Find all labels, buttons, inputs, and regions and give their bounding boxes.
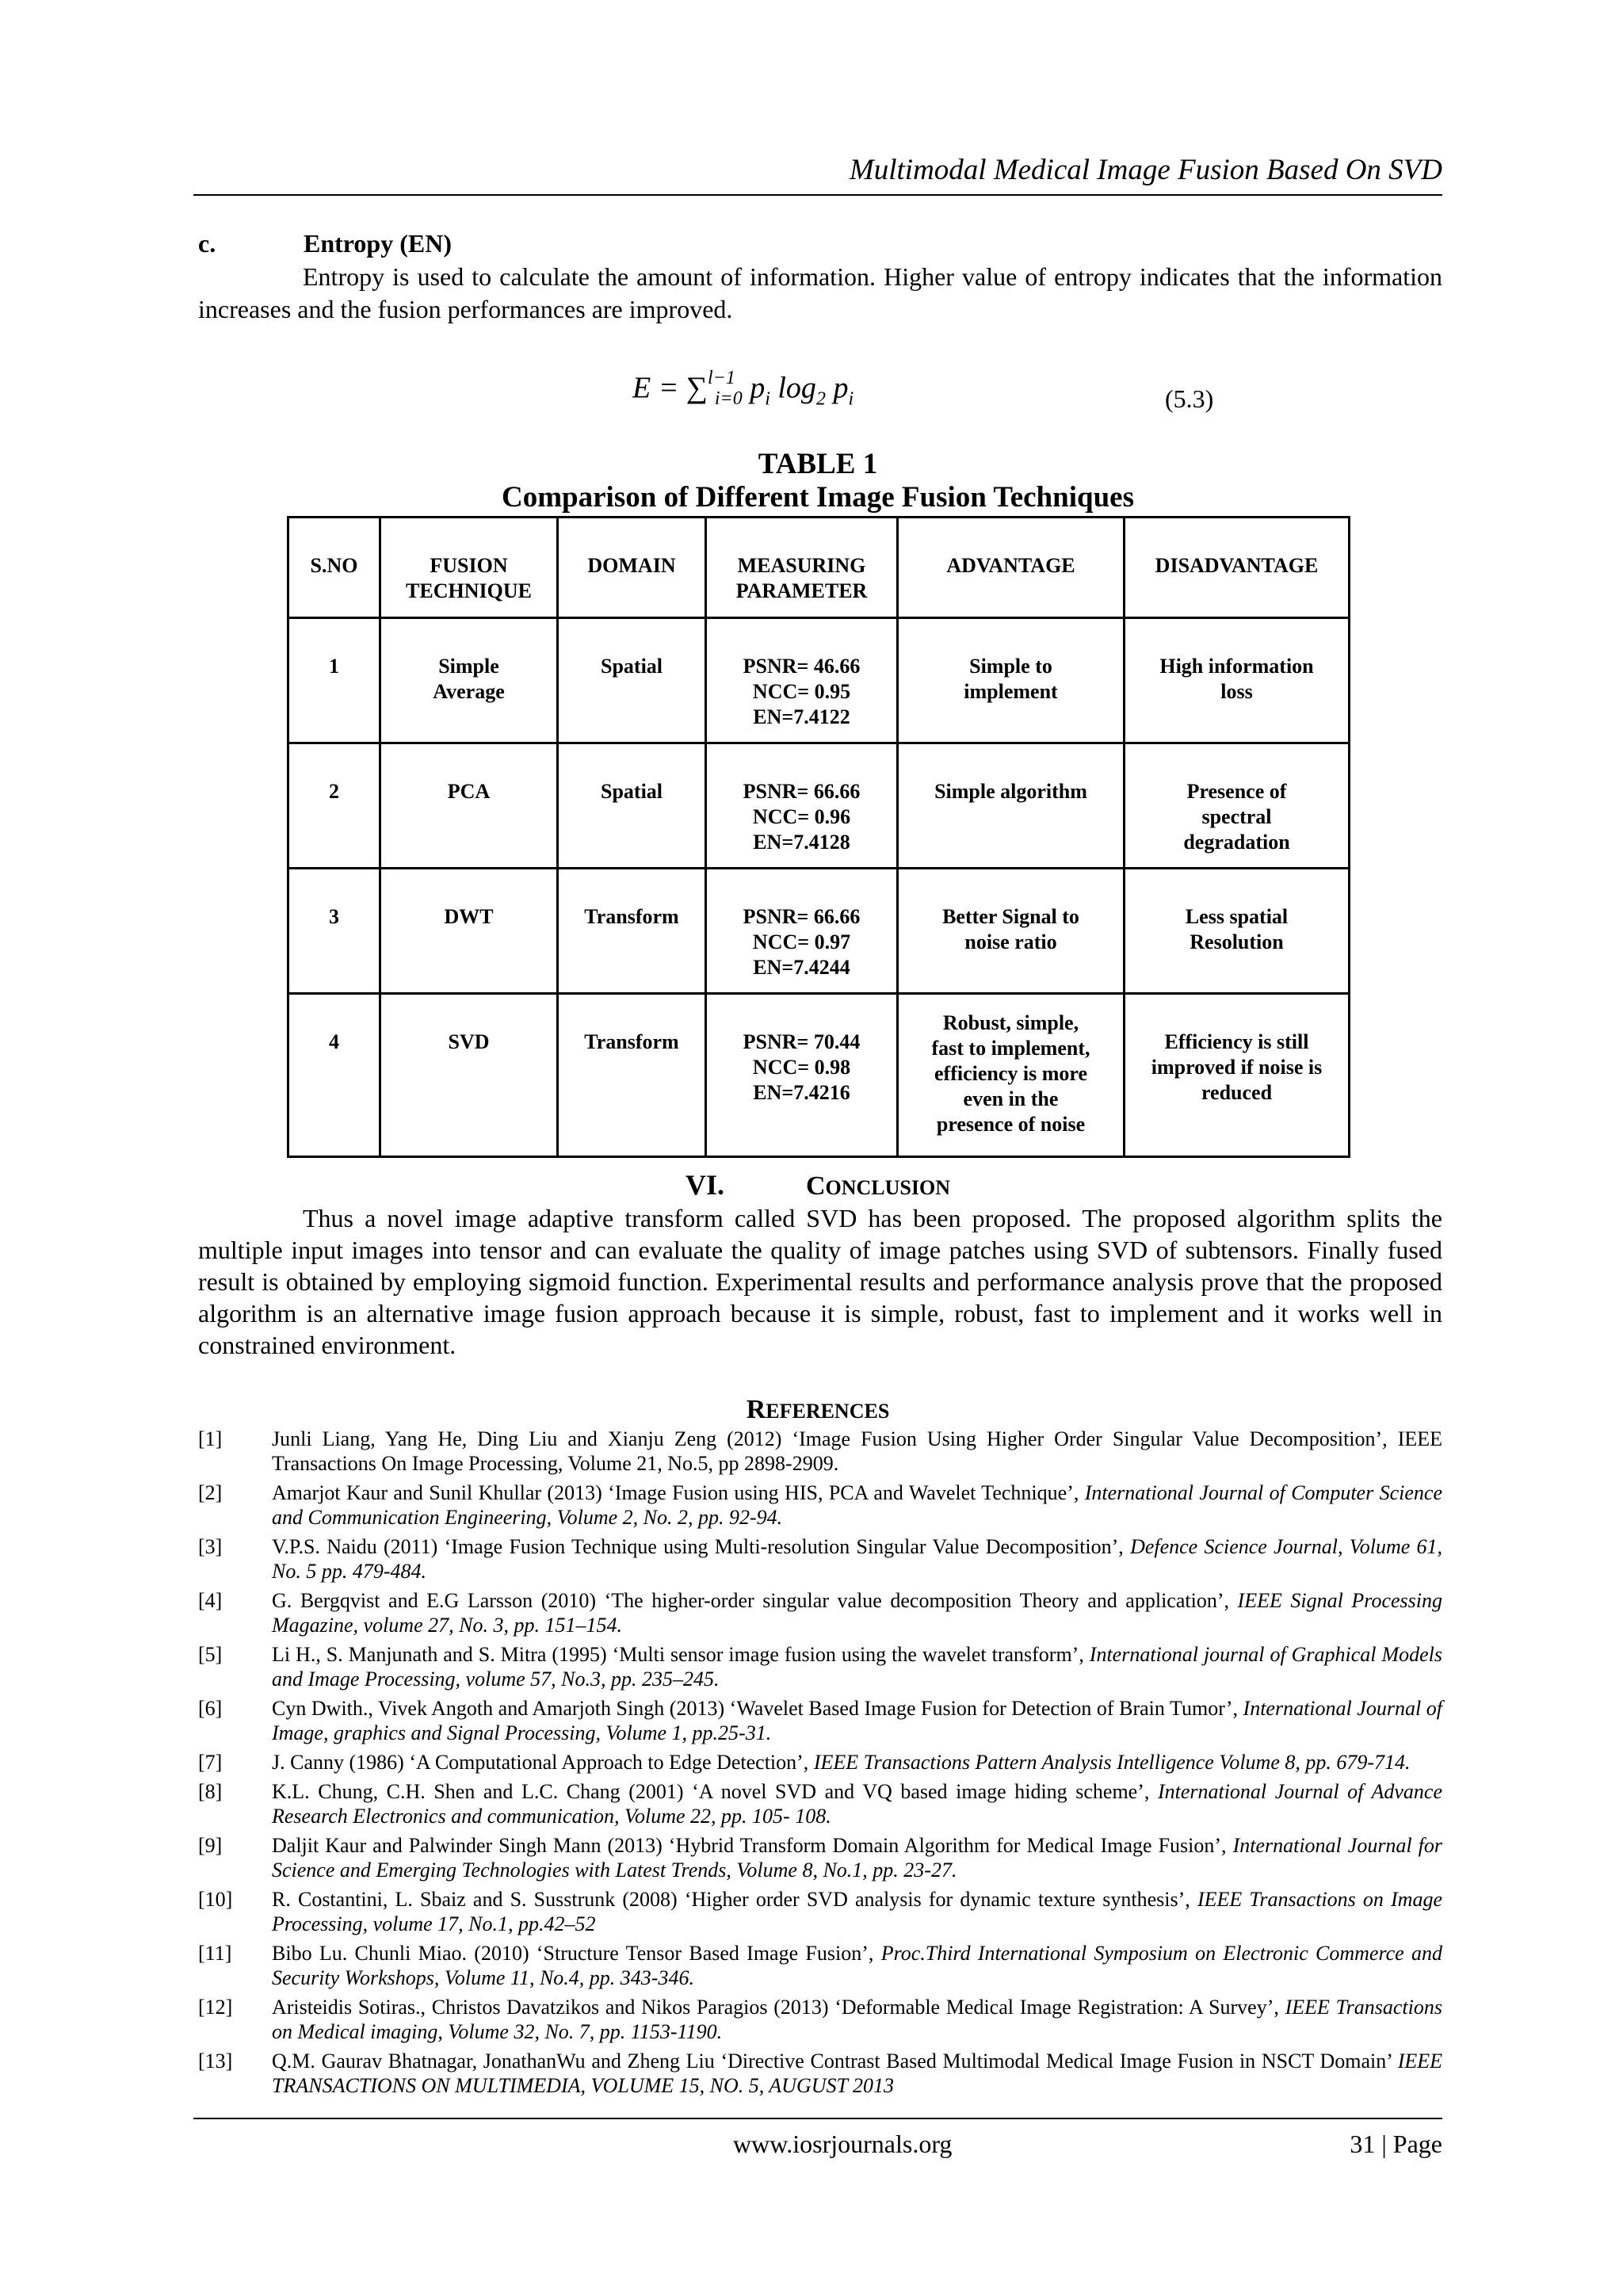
table-cell: Spatial — [558, 743, 706, 869]
entropy-label: c. — [198, 229, 216, 258]
table-cell: PSNR= 66.66 NCC= 0.97 EN=7.4244 — [706, 869, 898, 994]
reference-item: [9] Daljit Kaur and Palwinder Singh Mann (2013) ‘Hybrid Transform Domain Algorithm for Medical Image Fusion’, International Journal for Science and Emerging Technologies with Latest Trends, Volume 8, No.1, pp. 23-27. — [198, 1834, 1442, 1881]
conclusion-paragraph: Thus a novel image adaptive transform called SVD has been proposed. The proposed algorithm splits the multiple input images into tensor and can evaluate the quality of image patches using SVD of subtensors. Finally fused result is obtained by employing sigmoid function. Experimental results and performance analysis prove that the proposed algorithm is an alternative image fusion approach because it is simple, robust, fast to implement and it works well in constrained environment. — [198, 1204, 1442, 1359]
table-cell: 3 — [288, 869, 380, 994]
table-cell: 2 — [288, 743, 380, 869]
footer-url: www.iosrjournals.org — [733, 2130, 953, 2158]
reference-item: [2] Amarjot Kaur and Sunil Khullar (2013) ‘Image Fusion using HIS, PCA and Wavelet Technique’, International Journal of Computer Science and Communication Engineering, Volume 2, No. 2, pp. 92-94. — [198, 1481, 1442, 1529]
entropy-title: Entropy (EN) — [304, 229, 452, 258]
reference-item: [10] R. Costantini, L. Sbaiz and S. Susstrunk (2008) ‘Higher order SVD analysis for dynamic texture synthesis’, IEEE Transactions on Image Processing, volume 17, No.1, pp.42–52 — [198, 1888, 1443, 1935]
table-cell: PSNR= 66.66 NCC= 0.96 EN=7.4128 — [706, 743, 898, 869]
entropy-heading — [198, 227, 1434, 259]
table-cell: ADVANTAGE — [898, 518, 1125, 618]
footer-rule — [193, 2118, 1442, 2119]
table-caption: Comparison of Different Image Fusion Techniques — [502, 481, 1134, 514]
reference-item: [4] G. Bergqvist and E.G Larsson (2010) ‘The higher-order singular value decomposition Theory and application’, IEEE Signal Processing Magazine, volume 27, No. 3, pp. 151–154. — [198, 1589, 1442, 1637]
reference-item: [12] Aristeidis Sotiras., Christos Davatzikos and Nikos Paragios (2013) ‘Deformable Medical Image Registration: A Survey’, IEEE Transactions on Medical imaging, Volume 32, No. 7, pp. 1153-1190. — [198, 1996, 1443, 2043]
entropy-equation: E = ∑$^{l-1}_{i=0}$ $p_i$ $\log_2 p_i$ — [632, 368, 854, 410]
reference-item: [3] V.P.S. Naidu (2011) ‘Image Fusion Technique using Multi-resolution Singular Value Decomposition’, Defence Science Journal, Volume 61, No. 5 pp. 479-484. — [198, 1535, 1443, 1583]
table-cell: PSNR= 46.66 NCC= 0.95 EN=7.4122 — [706, 618, 898, 743]
comparison-table — [287, 516, 1350, 1158]
references-heading: REFERENCES — [746, 1395, 890, 1424]
reference-item: [8] K.L. Chung, C.H. Shen and L.C. Chang (2001) ‘A novel SVD and VQ based image hiding scheme’, International Journal of Advance Research Electronics and communication, Volume 22, pp. 105- 108. — [198, 1780, 1442, 1828]
reference-list — [198, 1427, 1442, 2103]
table-row — [288, 869, 1350, 994]
table-row — [288, 618, 1350, 743]
table-cell: Simple Average — [380, 618, 558, 743]
table-cell: High information loss — [1125, 618, 1350, 743]
equation-number: (5.3) — [1165, 384, 1214, 413]
table-cell: Simple algorithm — [898, 743, 1125, 869]
table-cell: DWT — [380, 869, 558, 994]
reference-item: [1] Junli Liang, Yang He, Ding Liu and Xianju Zeng (2012) ‘Image Fusion Using Higher Order Singular Value Decomposition’, IEEE Transactions On Image Processing, Volume 21, No.5, pp 2898-2909. — [198, 1427, 1442, 1475]
header-rule — [193, 194, 1442, 196]
table-cell: FUSION TECHNIQUE — [380, 518, 558, 618]
table-cell: PCA — [380, 743, 558, 869]
table-cell: S.NO — [288, 518, 380, 618]
table-cell: DISADVANTAGE — [1125, 518, 1350, 618]
table-cell: Transform — [558, 994, 706, 1157]
entropy-paragraph: Entropy is used to calculate the amount of information. Higher value of entropy indicates that the information increases and the fusion performances are improved. — [198, 262, 1442, 323]
table-cell: 4 — [288, 994, 380, 1157]
table-number: TABLE 1 — [758, 448, 878, 480]
table-row — [288, 518, 1350, 618]
page-number: 31 | Page — [1350, 2130, 1442, 2158]
table-cell: Robust, simple, fast to implement, efficiency is more even in the presence of noise — [898, 994, 1125, 1157]
reference-item: [11] Bibo Lu. Chunli Miao. (2010) ‘Structure Tensor Based Image Fusion’, Proc.Third International Symposium on Electronic Commerce and Security Workshops, Volume 11, No.4, pp. 343-346. — [198, 1942, 1442, 1989]
table-row — [288, 994, 1350, 1157]
table-cell: SVD — [380, 994, 558, 1157]
table-cell: Transform — [558, 869, 706, 994]
table-cell: Presence of spectral degradation — [1125, 743, 1350, 869]
table-cell: Simple to implement — [898, 618, 1125, 743]
reference-item: [13] Q.M. Gaurav Bhatnagar, JonathanWu and Zheng Liu ‘Directive Contrast Based Multimodal Medical Image Fusion in NSCT Domain’ IEEE TRANSACTIONS ON MULTIMEDIA, VOLUME 15, NO. 5, AUGUST 2013 — [198, 2050, 1442, 2097]
table-cell: DOMAIN — [558, 518, 706, 618]
reference-item: [5] Li H., S. Manjunath and S. Mitra (1995) ‘Multi sensor image fusion using the wavelet transform’, International journal of Graphical Models and Image Processing, volume 57, No.3, pp. 235–245. — [198, 1643, 1442, 1690]
reference-item: [6] Cyn Dwith., Vivek Angoth and Amarjoth Singh (2013) ‘Wavelet Based Image Fusion for Detection of Brain Tumor’, International Journal of Image, graphics and Signal Processing, Volume 1, pp.25-31. — [198, 1697, 1442, 1744]
table-cell: Spatial — [558, 618, 706, 743]
reference-item: [7] J. Canny (1986) ‘A Computational Approach to Edge Detection’, IEEE Transactions Pattern Analysis Intelligence Volume 8, pp. 679-714. — [198, 1751, 1411, 1774]
running-title: Multimodal Medical Image Fusion Based On SVD — [849, 154, 1442, 186]
table-cell: 1 — [288, 618, 380, 743]
table-cell: Efficiency is still improved if noise is reduced — [1125, 994, 1350, 1157]
table-cell: MEASURING PARAMETER — [706, 518, 898, 618]
table-row — [288, 743, 1350, 869]
table-cell: Better Signal to noise ratio — [898, 869, 1125, 994]
table-cell: PSNR= 70.44 NCC= 0.98 EN=7.4216 — [706, 994, 898, 1157]
table-cell: Less spatial Resolution — [1125, 869, 1350, 994]
conclusion-heading: VI. CONCLUSION — [685, 1169, 951, 1201]
